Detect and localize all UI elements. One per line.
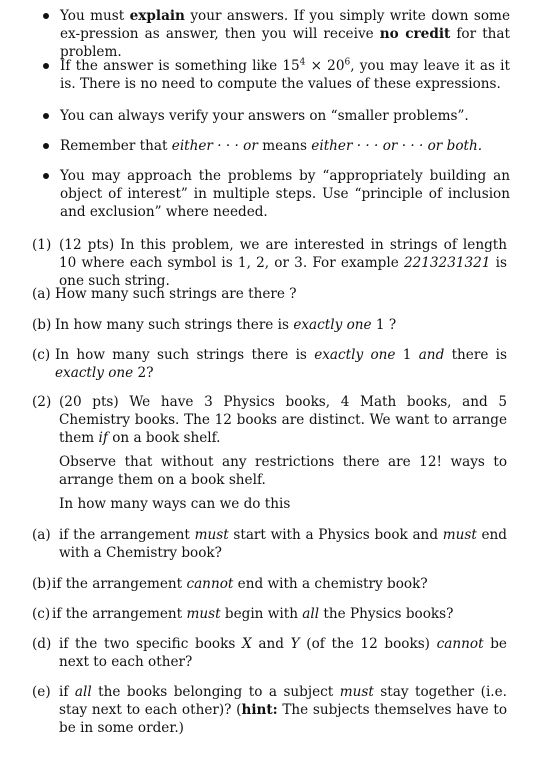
problem-1-label: (1) <box>32 237 52 253</box>
problem-2d-label: (d) <box>32 636 52 652</box>
problem-2e-label: (e) <box>32 684 51 700</box>
problem-2a-label: (a) <box>32 527 51 543</box>
problem-2-question: In how many ways can we do this <box>59 496 291 512</box>
problem-1a: How many such strings are there ? <box>55 286 297 302</box>
instruction-verify: You can always verify your answers on “smaller problems”. <box>60 108 469 124</box>
problem-1c: In how many such strings there is exactly one 1 and there is exactly one 2? <box>55 347 508 381</box>
problem-2c: if the arrangement must begin with all the Physics books? <box>52 606 454 622</box>
problem-1a-label: (a) <box>32 286 51 302</box>
problem-2-observation: Observe that without any restrictions there are 12! ways to arrange them on a book shelf. <box>59 454 507 488</box>
problem-1b: In how many such strings there is exactly one 1 ? <box>55 317 397 333</box>
problem-2e: if all the books belonging to a subject must stay together (i.e. stay next to each other)? (hint: The subjects themselves have to be in some order.) <box>59 684 508 736</box>
instruction-expressions: If the answer is something like $15^4 \times 20^6$, you may leave it as it is. There is no need to compute the values of these expressions. <box>60 57 510 92</box>
bullet-dot <box>43 143 49 149</box>
bullet-dot <box>43 63 49 69</box>
problem-2-label: (2) <box>32 394 52 410</box>
problem-2b-label: (b) <box>32 576 52 592</box>
instruction-approach: You may approach the problems by “appropriately building an object of interest” in multiple steps. Use “principle of inclusion and exclusion” where needed. <box>60 168 510 220</box>
bullet-dot <box>43 13 49 19</box>
instruction-either-or: Remember that either · · · or means either · · · or · · · or both. <box>60 138 483 154</box>
problem-2c-label: (c) <box>32 606 51 622</box>
problem-1-statement: (12 pts) In this problem, we are interested in strings of length 10 where each symbol is 1, 2, or 3. For example 2213231321 is one such string. <box>59 237 507 289</box>
problem-1b-label: (b) <box>32 317 52 333</box>
bullet-dot <box>43 113 49 119</box>
instruction-explain: You must explain your answers. If you simply write down some ex-pression as answer, then you will receive no credit for that problem. <box>60 8 510 60</box>
problem-2b: if the arrangement cannot end with a chemistry book? <box>52 576 428 592</box>
bullet-dot <box>43 173 49 179</box>
problem-2d: if the two specific books X and Y (of the 12 books) cannot be next to each other? <box>59 636 507 670</box>
problem-2a: if the arrangement must start with a Physics book and must end with a Chemistry book? <box>59 527 508 561</box>
problem-1c-label: (c) <box>32 347 51 363</box>
problem-2-statement: (20 pts) We have 3 Physics books, 4 Math books, and 5 Chemistry books. The 12 books are distinct. We want to arrange them if on a book shelf. <box>59 394 507 446</box>
